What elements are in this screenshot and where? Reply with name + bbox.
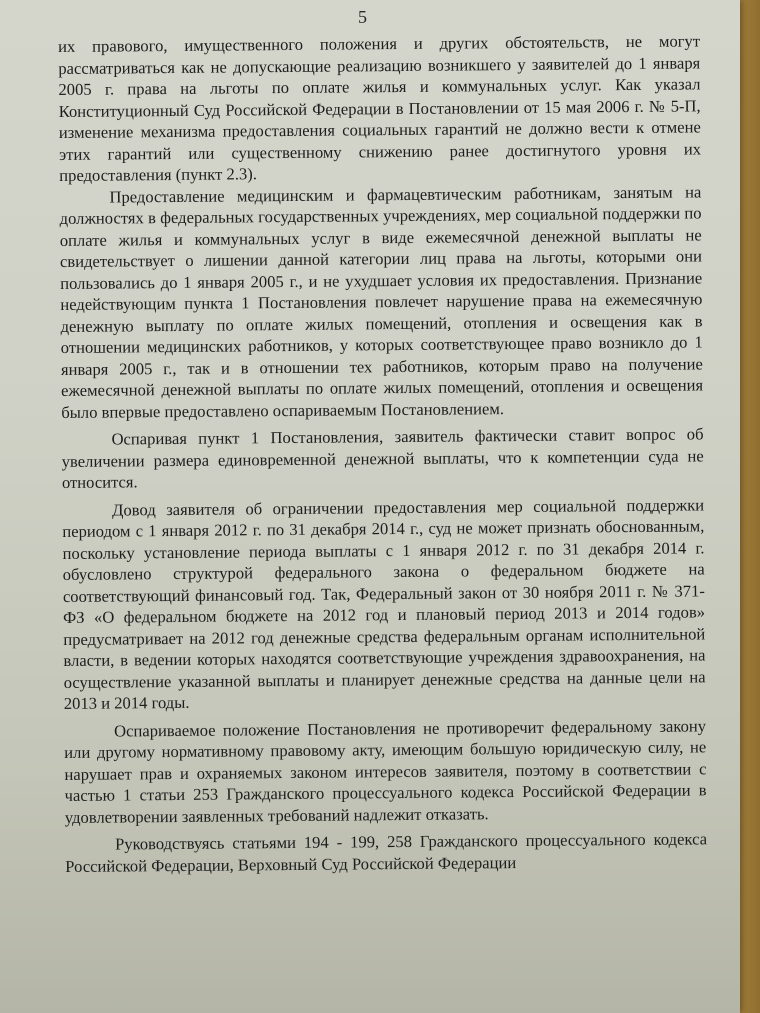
paragraph-2: Предоставление медицинским и фармацевтическим работникам, занятым на должностях в федеральных государственных учреждениях, мер социальной поддержки по оплате жилья и коммунальных услуг в виде ежемесячной денежной выплаты не свидетельствует о лишении данной категории лиц права на льготы, которыми они пользовались до 1 января 2005 г., и не ухудшает условия их предоставления. Признание недействующим пункта 1 Постановления повлечет нарушение права на ежемесячную денежную выплату по оплате жилых помещений, отопления и освещения как в отношении медицинских работников, у которых соответствующее право возникло до 1 января 2005 г., так и в отношении тех работников, которым право на получение ежемесячной денежной выплаты по оплате жилых помещений, отопления и освещения было впервые предоставлено оспариваемым Постановлением. (59, 181, 704, 422)
paragraph-1: их правового, имущественного положения и других обстоятельств, не могут рассматриваться как не допускающие реализацию возникшего у заявителей до 1 января 2005 г. права на льготы по оплате жилья и коммунальных услуг. Как указал Конституционный Суд Российской Федерации в Постановлении от 15 мая 2006 г. № 5-П, изменение механизма предоставления социальных гарантий не должно вести к отмене этих гарантий или существенному снижению ранее достигнутого уровня их предоставления (пункт 2.3). (58, 31, 702, 185)
paragraph-3: Оспаривая пункт 1 Постановления, заявитель фактически ставит вопрос об увеличении размера единовременной денежной выплаты, что к компетенции суда не относится. (61, 424, 704, 492)
page-number: 5 (358, 7, 367, 27)
paragraph-6: Руководствуясь статьями 194 - 199, 258 Гражданского процессуального кодекса Российской Федерации, Верховный Суд Российской Федерации (65, 829, 708, 876)
paragraph-5: Оспариваемое положение Постановления не противоречит федеральному закону или другому нормативному правовому акту, имеющим большую юридическую силу, не нарушает прав и охраняемых законом интересов заявителя, поэтому в соответствии с частью 1 статьи 253 Гражданского процессуального кодекса Российской Федерации в удовлетворении заявленных требований надлежит отказать. (64, 715, 707, 827)
paragraph-4: Довод заявителя об ограничении предоставления мер социальной поддержки периодом с 1 января 2012 г. по 31 декабря 2014 г., суд не может признать обоснованным, поскольку установление периода выплаты с 1 января 2012 г. по 31 декабря 2014 г. обусловлено структурой федерального закона о федеральном бюджете на соответствующий финансовый год. Так, Федеральный закон от 30 ноября 2011 г. № 371-ФЗ «О федеральном бюджете на 2012 год и плановый период 2013 и 2014 годов» предусматривает на 2012 год денежные средства федеральным органам исполнительной власти, в ведении которых находятся соответствующие учреждения здравоохранения, на осуществление указанной выплаты и планирует денежные средства на данные цели на 2013 и 2014 годы. (62, 494, 706, 713)
document-body (58, 30, 707, 877)
